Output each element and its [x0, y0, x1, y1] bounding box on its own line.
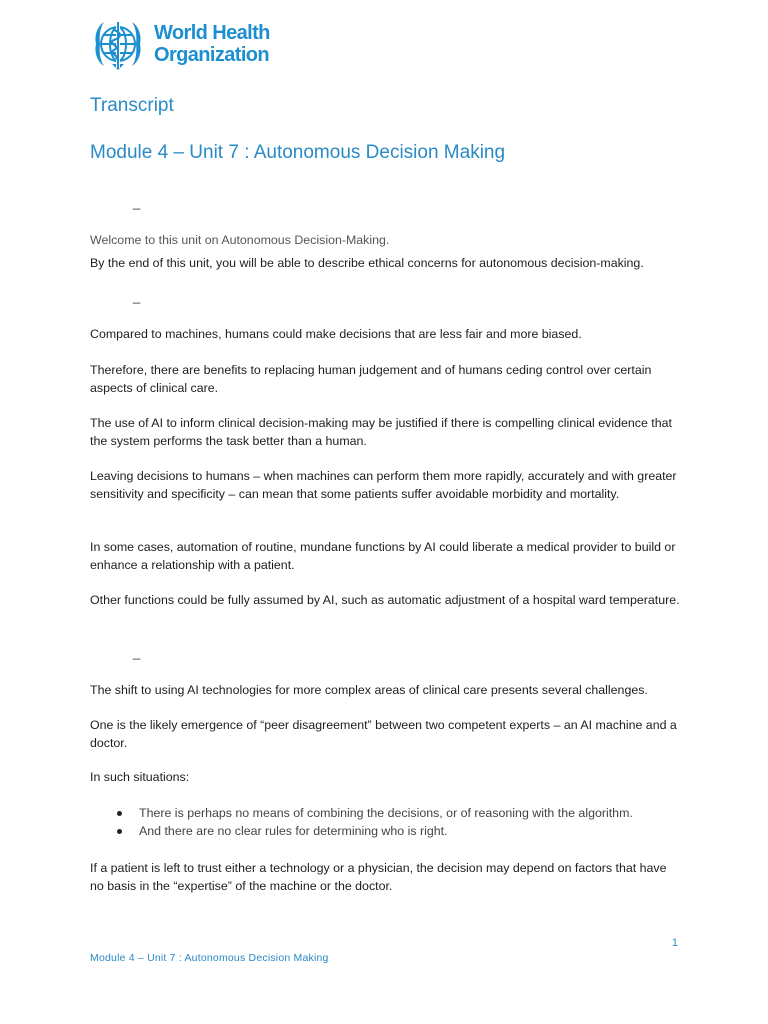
- paragraph-welcome: Welcome to this unit on Autonomous Decision-Making.: [90, 233, 390, 247]
- bullet-icon: [117, 811, 122, 816]
- section-divider: _: [133, 289, 141, 304]
- paragraph: If a patient is left to trust either a technology or a physician, the decision may depend on factors that have no basis in the “expertise” of the machine or the doctor.: [90, 861, 667, 893]
- page-footer: Module 4 – Unit 7 : Autonomous Decision Making: [90, 952, 329, 964]
- who-logo: [90, 14, 270, 74]
- paragraph: In such situations:: [90, 770, 190, 784]
- paragraph: The use of AI to inform clinical decision-making may be justified if there is compelling clinical evidence that the system performs the task better than a human.: [90, 416, 672, 448]
- page-number: 1: [671, 937, 678, 949]
- paragraph: Therefore, there are benefits to replacing human judgement and of humans ceding control over certain aspects of clinical care.: [90, 363, 652, 395]
- list-item-text: There is perhaps no means of combining the decisions, or of reasoning with the algorithm.: [139, 806, 633, 820]
- who-emblem-icon: [90, 14, 150, 74]
- list-item: [90, 804, 633, 822]
- paragraph: In some cases, automation of routine, mundane functions by AI could liberate a medical provider to build or enhance a relationship with a patient.: [90, 540, 676, 572]
- list-item-text: And there are no clear rules for determining who is right.: [139, 824, 448, 838]
- paragraph: The shift to using AI technologies for more complex areas of clinical care presents several challenges.: [90, 683, 648, 697]
- section-divider: _: [133, 195, 141, 210]
- logo-line-2: Organization: [154, 44, 270, 66]
- section-divider: _: [133, 645, 141, 660]
- bullet-list: [90, 804, 633, 840]
- paragraph: Other functions could be fully assumed by AI, such as automatic adjustment of a hospital ward temperature.: [90, 593, 680, 607]
- paragraph: Leaving decisions to humans – when machines can perform them more rapidly, accurately and with greater sensitivity and specificity – can mean that some patients suffer avoidable morbidity and mortality.: [90, 469, 677, 501]
- page-title: Transcript: [90, 95, 174, 116]
- paragraph: Compared to machines, humans could make decisions that are less fair and more biased.: [90, 327, 582, 341]
- logo-text: [154, 22, 270, 66]
- list-item: [90, 822, 633, 840]
- paragraph-objective: By the end of this unit, you will be able to describe ethical concerns for autonomous decision-making.: [90, 256, 644, 270]
- logo-line-1: World Health: [154, 22, 270, 44]
- module-title: Module 4 – Unit 7 : Autonomous Decision Making: [90, 142, 506, 163]
- bullet-icon: [117, 829, 122, 834]
- paragraph: One is the likely emergence of “peer disagreement” between two competent experts – an AI machine and a doctor.: [90, 718, 677, 750]
